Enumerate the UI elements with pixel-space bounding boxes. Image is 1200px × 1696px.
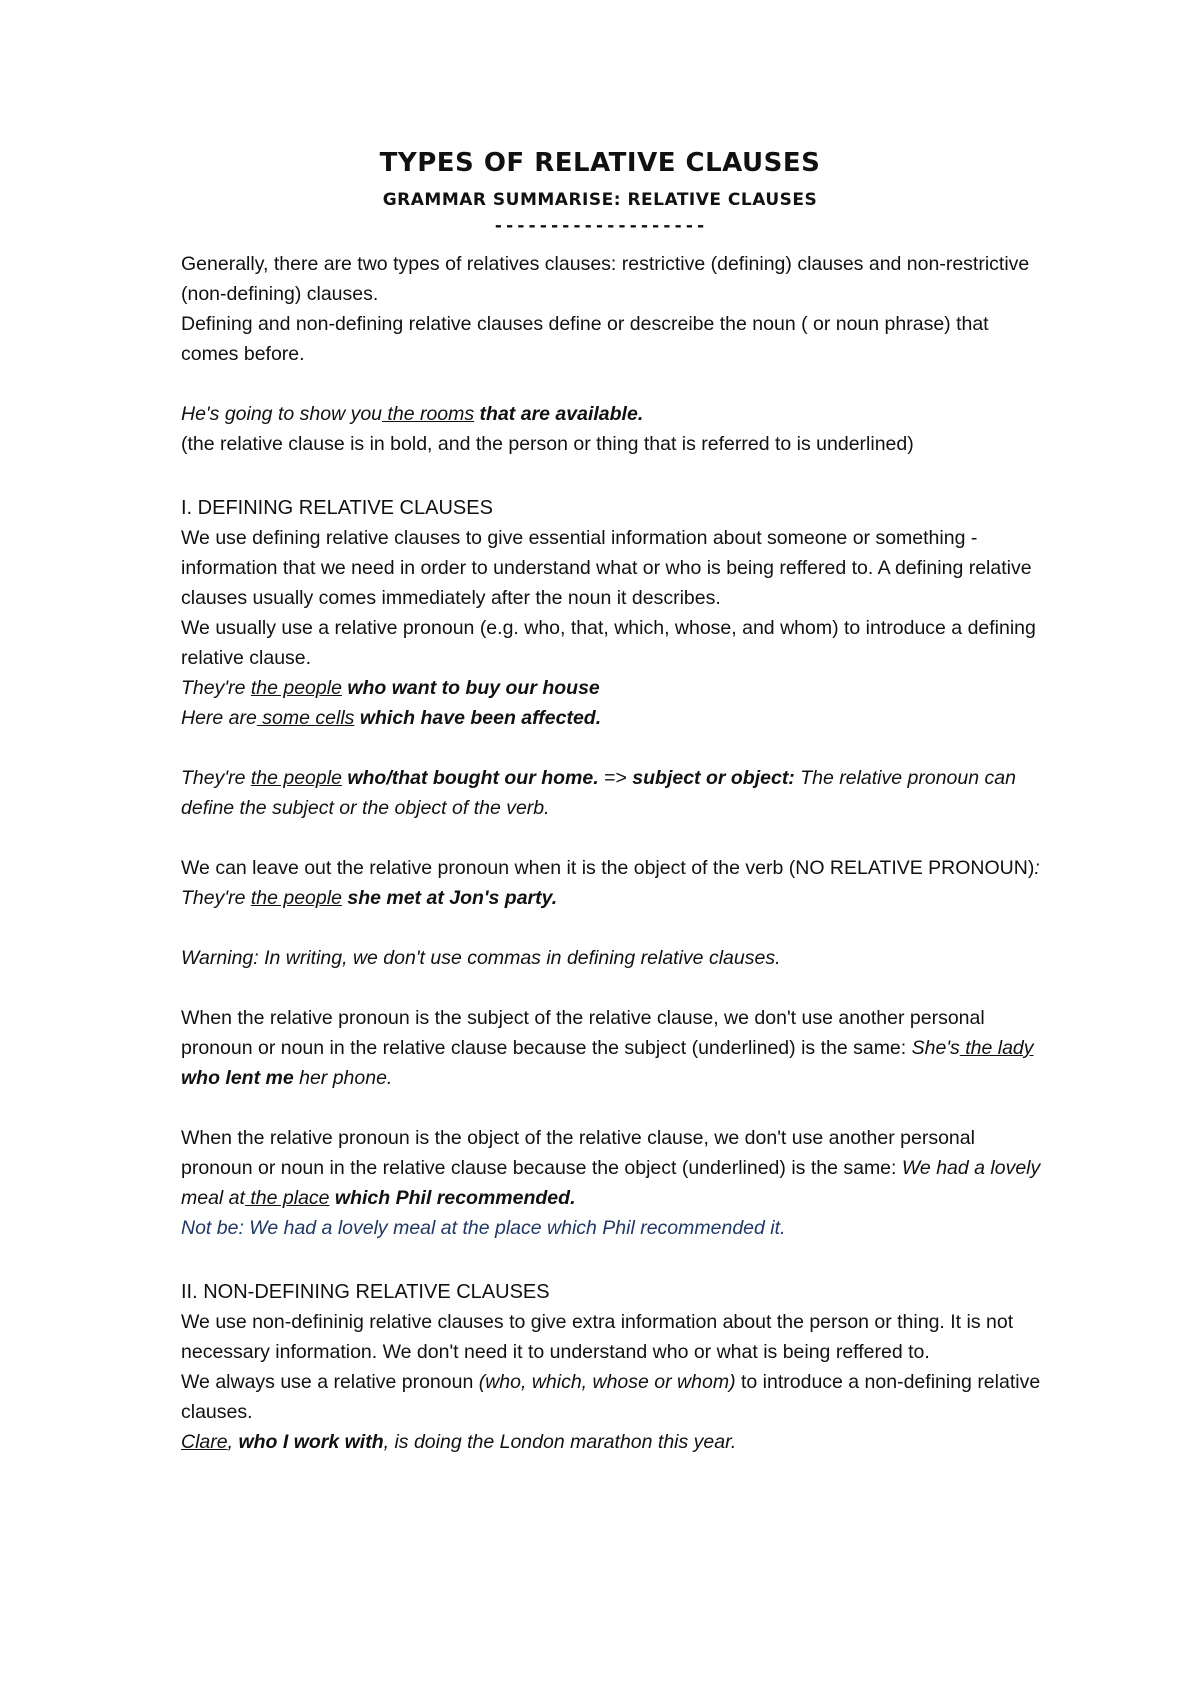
example-text: They're — [181, 767, 251, 789]
example-text: , — [227, 1431, 239, 1453]
non-defining-paragraph-2 — [181, 1367, 1041, 1427]
example-clause: she met at Jon's party — [341, 887, 552, 909]
warning-note: Warning: In writing, we don't use commas in defining relative clauses. — [181, 947, 781, 969]
example-text: He's going to show you — [181, 403, 383, 425]
example-noun: the rooms — [382, 403, 475, 425]
example-description: The relative pronoun can define the subject or the object of the verb. — [181, 767, 1016, 819]
paragraph-text: When the relative pronoun is the subject of the relative clause, we don't use another personal pronoun or noun in the relative clause because the subject (underlined) is the same: — [181, 1007, 985, 1059]
example-end: her phone. — [293, 1067, 393, 1089]
example-end: . — [570, 1187, 576, 1209]
example-clause: who I work with — [238, 1431, 384, 1453]
defining-paragraph-2: We usually use a relative pronoun (e.g. who, that, which, whose, and whom) to introduce a defining relative clause. — [181, 617, 1036, 669]
example-clause: who want to buy our house — [341, 677, 600, 699]
example-text: They're — [181, 677, 251, 699]
paragraph-text: to introduce a non-defining relative clauses. — [181, 1371, 1041, 1423]
section-heading-non-defining: II. NON-DEFINING RELATIVE CLAUSES — [181, 1281, 550, 1303]
example-clause: which have been affected — [354, 707, 596, 729]
example-text: , is doing the London marathon this year. — [383, 1431, 737, 1453]
example-text: Here are — [181, 707, 257, 729]
example-clause: who lent me — [181, 1067, 294, 1089]
subject-object-label: subject or object: — [632, 767, 795, 789]
example-noun: the people — [250, 767, 342, 789]
example-clause: which Phil recommended — [329, 1187, 571, 1209]
defining-example-3 — [181, 763, 1041, 823]
defining-paragraph-3 — [181, 853, 1041, 913]
page-title: TYPES OF RELATIVE CLAUSES — [379, 148, 821, 178]
intro-example — [181, 399, 1041, 429]
intro-paragraph-1: Generally, there are two types of relatives clauses: restrictive (defining) clauses and non-restrictive (non-defining) clauses. — [181, 253, 1030, 305]
paragraph-text: When the relative pronoun is the object of the relative clause, we don't use another personal pronoun or noun in the relative clause because the object (underlined) is the same: — [181, 1127, 975, 1179]
defining-paragraph-4 — [181, 1003, 1041, 1093]
example-noun: the place — [244, 1187, 330, 1209]
intro-note: (the relative clause is in bold, and the person or thing that is referred to is underlined) — [181, 433, 914, 455]
paragraph-text: We always use a relative pronoun — [181, 1371, 479, 1393]
document-body — [181, 249, 1041, 1457]
example-text: : They're — [181, 857, 1040, 909]
example-end: . — [637, 403, 644, 425]
example-text: She's — [911, 1037, 960, 1059]
not-be-note: Not be: We had a lovely meal at the place which Phil recommended it. — [181, 1217, 786, 1239]
pronoun-list: (who, which, whose or whom) — [478, 1371, 736, 1393]
section-heading-defining: I. DEFINING RELATIVE CLAUSES — [181, 497, 493, 519]
paragraph-text: We can leave out the relative pronoun when it is the object of the verb (NO RELATIVE PRONOUN) — [181, 857, 1035, 879]
example-noun: the people — [250, 887, 342, 909]
example-text: We had a lovely meal at — [181, 1157, 1041, 1209]
non-defining-example — [181, 1427, 1041, 1457]
intro-paragraph-2: Defining and non-defining relative clauses define or descreibe the noun ( or noun phrase) that comes before. — [181, 313, 989, 365]
example-noun: the lady — [959, 1037, 1034, 1059]
example-end: . — [595, 707, 602, 729]
example-clause: who/that bought our home. — [341, 767, 599, 789]
divider-line: ------------------- — [493, 216, 707, 236]
example-end: . — [551, 887, 558, 909]
example-noun: the people — [250, 677, 342, 699]
example-noun: some cells — [256, 707, 355, 729]
page-subtitle: GRAMMAR SUMMARISE: RELATIVE CLAUSES — [382, 190, 818, 210]
example-noun: Clare — [181, 1431, 228, 1453]
defining-paragraph-5 — [181, 1123, 1041, 1213]
defining-example-2 — [181, 703, 1041, 733]
arrow-text: => — [598, 767, 633, 789]
defining-example-1 — [181, 673, 1041, 703]
defining-paragraph-1: We use defining relative clauses to give essential information about someone or something - information that we need in order to understand what or who is being reffered to. A defining relative clauses usually comes immediately after the noun it describes. — [181, 527, 1032, 609]
example-clause: that are available — [474, 403, 638, 425]
non-defining-paragraph-1: We use non-defininig relative clauses to give extra information about the person or thing. It is not necessary information. We don't need it to understand who or what is being reffered to. — [181, 1311, 1014, 1363]
